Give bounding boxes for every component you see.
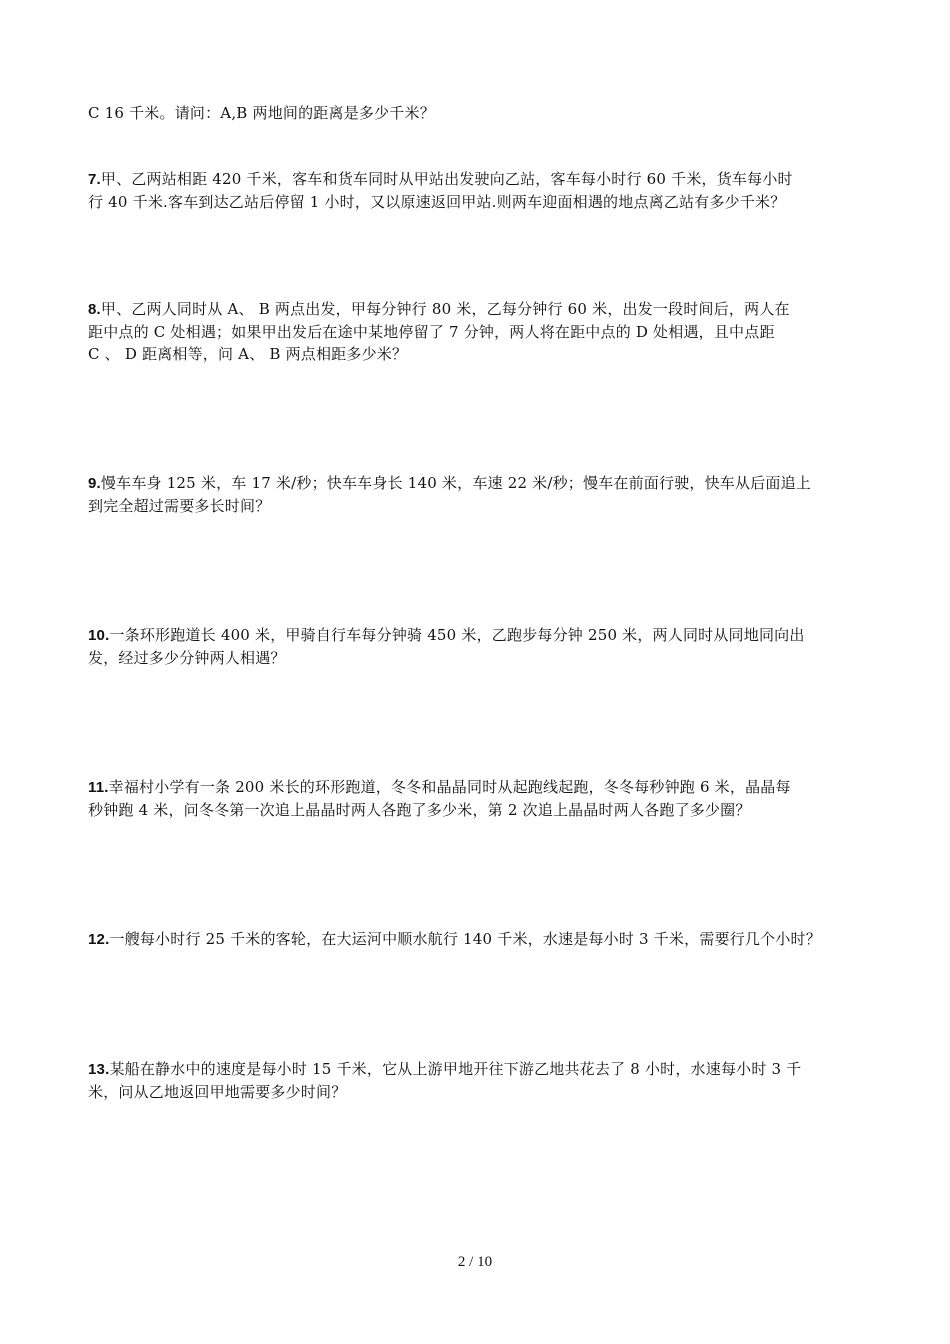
problem-line: 秒钟跑 4 米，问冬冬第一次追上晶晶时两人各跑了多少米，第 2 次追上晶晶时两人各跑了多少圈？	[88, 801, 751, 819]
problem-line: 12.一艘每小时行 25 千米的客轮，在大运河中顺水航行 140 千米，水速是每小时 3 千米，需要行几个小时？	[88, 930, 821, 948]
problem-line: 到完全超过需要多长时间？	[88, 497, 271, 515]
problem-line: C 16 千米。请问：A,B 两地间的距离是多少千米？	[88, 104, 435, 122]
problem-line: 7.甲、乙两站相距 420 千米，客车和货车同时从甲站出发驶向乙站，客车每小时行 60 千米，货车每小时	[88, 170, 793, 188]
problem-line: 11.幸福村小学有一条 200 米长的环形跑道，冬冬和晶晶同时从起跑线起跑，冬冬每秒钟跑 6 米，晶晶每	[88, 778, 791, 796]
problem-line: 9.慢车车身 125 米，车 17 米/秒；快车车身长 140 米，车速 22 米/秒；慢车在前面行驶，快车从后面追上	[88, 474, 812, 492]
problem-line: 米，问从乙地返回甲地需要多少时间？	[88, 1083, 347, 1101]
problem-7	[88, 168, 878, 213]
problem-12	[88, 928, 878, 951]
problem-11	[88, 776, 878, 821]
problem-number: 12.	[88, 931, 110, 948]
problem-number: 7.	[88, 171, 101, 188]
problem-13	[88, 1058, 878, 1103]
problem-line: 10.一条环形跑道长 400 米，甲骑自行车每分钟骑 450 米，乙跑步每分钟 250 米，两人同时从同地同向出	[88, 626, 805, 644]
problem-number: 11.	[88, 779, 109, 796]
problem-line: 发，经过多少分钟两人相遇？	[88, 649, 286, 667]
problem-line: 8.甲、乙两人同时从 A、 B 两点出发，甲每分钟行 80 米，乙每分钟行 60 米，出发一段时间后，两人在	[88, 300, 790, 318]
problem-number: 8.	[88, 301, 101, 318]
problem-continuation	[88, 102, 878, 124]
problem-8	[88, 298, 878, 365]
problem-number: 9.	[88, 475, 101, 492]
problem-number: 13.	[88, 1061, 110, 1078]
problem-9	[88, 472, 878, 517]
problem-line: 距中点的 C 处相遇；如果甲出发后在途中某地停留了 7 分钟，两人将在距中点的 D 处相遇，且中点距	[88, 323, 775, 341]
problem-line: C 、 D 距离相等，问 A、 B 两点相距多少米？	[88, 345, 408, 363]
problem-10	[88, 624, 878, 669]
problem-line: 13.某船在静水中的速度是每小时 15 千米，它从上游甲地开往下游乙地共花去了 8 小时，水速每小时 3 千	[88, 1060, 802, 1078]
problem-line: 行 40 千米.客车到达乙站后停留 1 小时，又以原速返回甲站.则两车迎面相遇的地点离乙站有多少千米？	[88, 193, 786, 211]
page-number: 2 / 10	[457, 1254, 493, 1270]
problem-number: 10.	[88, 627, 110, 644]
